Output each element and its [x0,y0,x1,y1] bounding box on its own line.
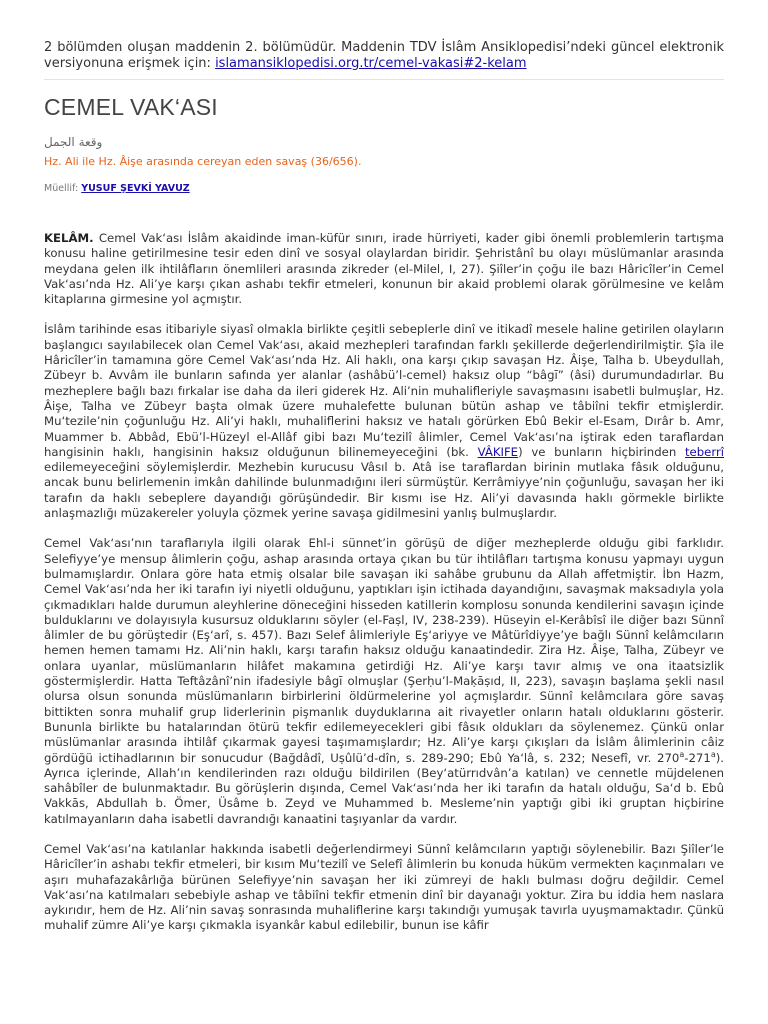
vakife-link[interactable]: VÂKIFE [477,444,519,459]
author-label: Müellif: [44,183,82,194]
paragraph-3-text-b: -271 [684,750,711,765]
intro-note [44,40,724,72]
paragraph-3 [44,536,724,827]
teberri-link[interactable]: teberrî [684,444,725,459]
author-line [44,183,724,194]
article-body [44,231,724,934]
arabic-title: وقعة الجمل [44,135,103,149]
paragraph-4-text: Cemel Vak‘ası’na katılanlar hakkında isabetli değerlendirmeyi Sünnî kelâmcıların yaptığı söylenebilir. Bazı Şiîler’le Hâricîler’in ashabı tekfir etmeleri, bir kısım Mu‘tezilî ve Selefî âlimlerin bu konuda hüküm vermekten kaçınmaları ve aşırı muhafazakârlığa bürünen Selefiyye’nin savaşan her iki zümreyi de haklı bulması doğru değildir. Cemel Vak‘ası’na katılmaları sebebiyle ashap ve tâbiîni tekfir etmenin dinî bir dayanağı yoktur. Zira bu iddia hem naslara aykırıdır, hem de Hz. Ali’nin savaş sonrasında muhaliflerine karşı takındığı yumuşak tavırla uyuşmamaktadır. Çünkü muhalif zümre Ali’ye karşı çıkmakla isyankâr kabul edilebilir, bunun ise kâfir [44,841,724,933]
superscript-a-2: a [710,749,716,759]
divider [44,79,724,80]
paragraph-2-text-c: edilemeyeceğini söylemişlerdir. Mezhebin kurucusu Vâsıl b. Atâ ise taraflardan birinin mutlaka fâsık olduğunu, ancak bunu belirlemenin imkân dahilinde bulunmadığını ileri sürmüştür. Kerrâmiyye’nin çoğunluğu, savaşan her iki tarafın da haklı sebeplere dayandığı görüşündedir. Bir kısmı ise Hz. Ali’yi davasında haklı görmekle birlikte anlaşmazlığı müzakereler yoluyla çözmek yerine savaşa gidilmesini yanlış bulmuşlardır. [44,460,724,521]
paragraph-3-text-c: ). Ayrıca içlerinde, Allah’ın kendilerinden razı olduğu bildirilen (Bey‘atürrıdvân’a katılan) ve cennetle müjdelenen sahâbîler de bulunmaktadır. Bu görüşlerin dışında, Cemel Vak‘ası’nda her iki tarafın da hatalı olduğu, Sa‘d b. Ebû Vakkās, Abdullah b. Ömer, Üsâme b. Zeyd ve Muhammed b. Mesleme’nin yaptığı gibi iki gruptan hiçbirine katılmayanların daha isabetli davrandığı kanaatini taşıyanlar da vardır. [44,750,724,826]
paragraph-2-text-a: İslâm tarihinde esas itibariyle siyasî olmakla birlikte çeşitli sebeplerle dinî ve itikadî mesele haline getirilen olayların başlangıcı sayılabilecek olan Cemel Vak‘ası, akaid mezhepleri tarafından farklı şekillerde değerlendirilmiştir. Şîa ile Hâricîler’in tamamına göre Cemel Vak‘ası’nda Hz. Ali haklı, ona karşı çıkıp savaşan Hz. Âişe, Talha b. Ubeydullah, Zübeyr b. Avvâm ile bunların safında yer alanlar (ashâbü’l-cemel) haksız olup “bâgī” (âsi) durumundadırlar. Bu mezheplere bağlı bazı fırkalar ise daha da ileri giderek Hz. Ali’nin muhalifleriyle savaşmasını isabetli bulmuşlar, Hz. Âişe, Talha ve Zübeyr başta olmak üzere muhalefette bulunan bütün ashap ve tâbiîni tekfir etmişlerdir. Mu‘tezile’nin çoğunluğu Hz. Ali’yi haklı, muhaliflerini haksız ve hatalı görürken Ebû Bekir el-Esam, Dırâr b. Amr, Muammer b. Abbâd, Ebü’l-Hüzeyl el-Allâf gibi bazı Mu‘tezilî âlimler, Cemel Vak‘ası’na iştirak eden taraflardan hangisinin haklı, hangisinin haksız olduğunun bilinemeyeceğini (bk. [44,322,724,459]
paragraph-2 [44,322,724,521]
article-title: CEMEL VAK‘ASI [44,94,218,120]
paragraph-4 [44,842,724,934]
section-label: KELÂM. [44,231,94,245]
encyclopedia-link[interactable]: islamansiklopedisi.org.tr/cemel-vakasi#2-kelam [215,56,527,71]
superscript-a-1: a [679,749,685,759]
paragraph-3-text-a: Cemel Vak‘ası’nın taraflarıyla ilgili olarak Ehl-i sünnet’in görüşü de diğer mezheplerde olduğu gibi farklıdır. Selefiyye’ye mensup âlimlerin çoğu, ashap arasında ortaya çıkan bu tür ihtilâfları tartışma konusu yapmayı uygun bulmamışlardır. Onlara göre hata etmiş olsalar bile savaşan iki sahâbe grubunu da Allah affetmiştir. İbn Hazm, Cemel Vak‘ası’nda her iki tarafın iyi niyetli olduğunu, yaptıkları işin ictihada dayandığını, savaşmak maksadıyla yola çıkmadıkları halde durumun aleyhlerine döneceğini hisseden katillerin komplosu sonunda kendilerini savaşın içinde bulduklarını ve dolayısıyla kusursuz olduklarını söyler (el-Faṣl, IV, 238-239). Hüseyin el-Kerâbîsî ile diğer bazı Sünnî âlimler de bu görüştedir (Eş‘arî, s. 457). Bazı Selef âlimleriyle Eş‘ariyye ve Mâtürîdiyye’ye bağlı Sünnî kelâmcıların hemen hemen tamamı Hz. Ali’nin haklı, karşı tarafın haksız olduğu kanaatindedir. Zira Hz. Âişe, Talha, Zübeyr ve onlara uyanlar, müslümanların hilâfet makamına getirdiği Hz. Ali’ye karşı tavır almış ve ona itaatsizlik göstermişlerdir. Hatta Teftâzânî’nin ifadesiyle bâgī olmuşlar (Şerḥu’l-Maḳāṣıd, II, 223), savaşın başlama şekli nasıl olursa olsun sonunda müslümanların birbirlerini öldürmelerine yol açmışlardır. Sünnî kelâmcılara göre savaş bittikten sonra muhalif grup liderlerinin pişmanlık duyduklarına ait rivayetler onların hatalı olduklarını gösterir. Bununla birlikte bu hatalarından ötürü tekfir edilemeyecekleri gibi fâsık oldukları da söylenemez. Çünkü onlar müslümanlar arasında ihtilâf çıkarmak gayesi taşımamışlardır; Hz. Ali’ye karşı çıkışları da İslâm âlimlerinin câiz gördüğü ictihadlarının bir sonucudur (Bağdâdî, Uṣûlü’d-dîn, s. 289-290; Ebû Ya‘lâ, s. 232; Nesefî, vr. 270 [44,536,724,765]
paragraph-2-text-b: ) ve bunların hiçbirinden [518,444,685,459]
paragraph-1 [44,231,724,307]
author-link[interactable]: YUSUF ŞEVKİ YAVUZ [81,183,190,194]
intro-text: 2 bölümden oluşan maddenin 2. bölümüdür. Maddenin TDV İslâm Ansiklopedisi’ndeki güncel elektronik versiyonuna erişmek için: [44,40,724,71]
article-summary: Hz. Ali ile Hz. Âişe arasında cereyan eden savaş (36/656). [44,155,362,168]
paragraph-1-text: Cemel Vak‘ası İslâm akaidinde iman-küfür sınırı, irade hürriyeti, kader gibi önemli problemlerin tartışma konusu haline getirilmesine tesir eden dinî ve sosyal olaylardan biridir. Şehristânî bu olayı müslümanlar arasında meydana gelen ilk ihtilâfların önemlileri arasında zikreder (el-Milel, I, 27). Şiîler’in çoğu ile bazı Hâricîler’in Cemel Vak‘ası’nda Hz. Ali’ye karşı çıkan ashabı tekfir etmeleri, konunun bir akaid problemi olarak görülmesine ve kelâm kitaplarına girmesine yol açmıştır. [44,231,724,307]
